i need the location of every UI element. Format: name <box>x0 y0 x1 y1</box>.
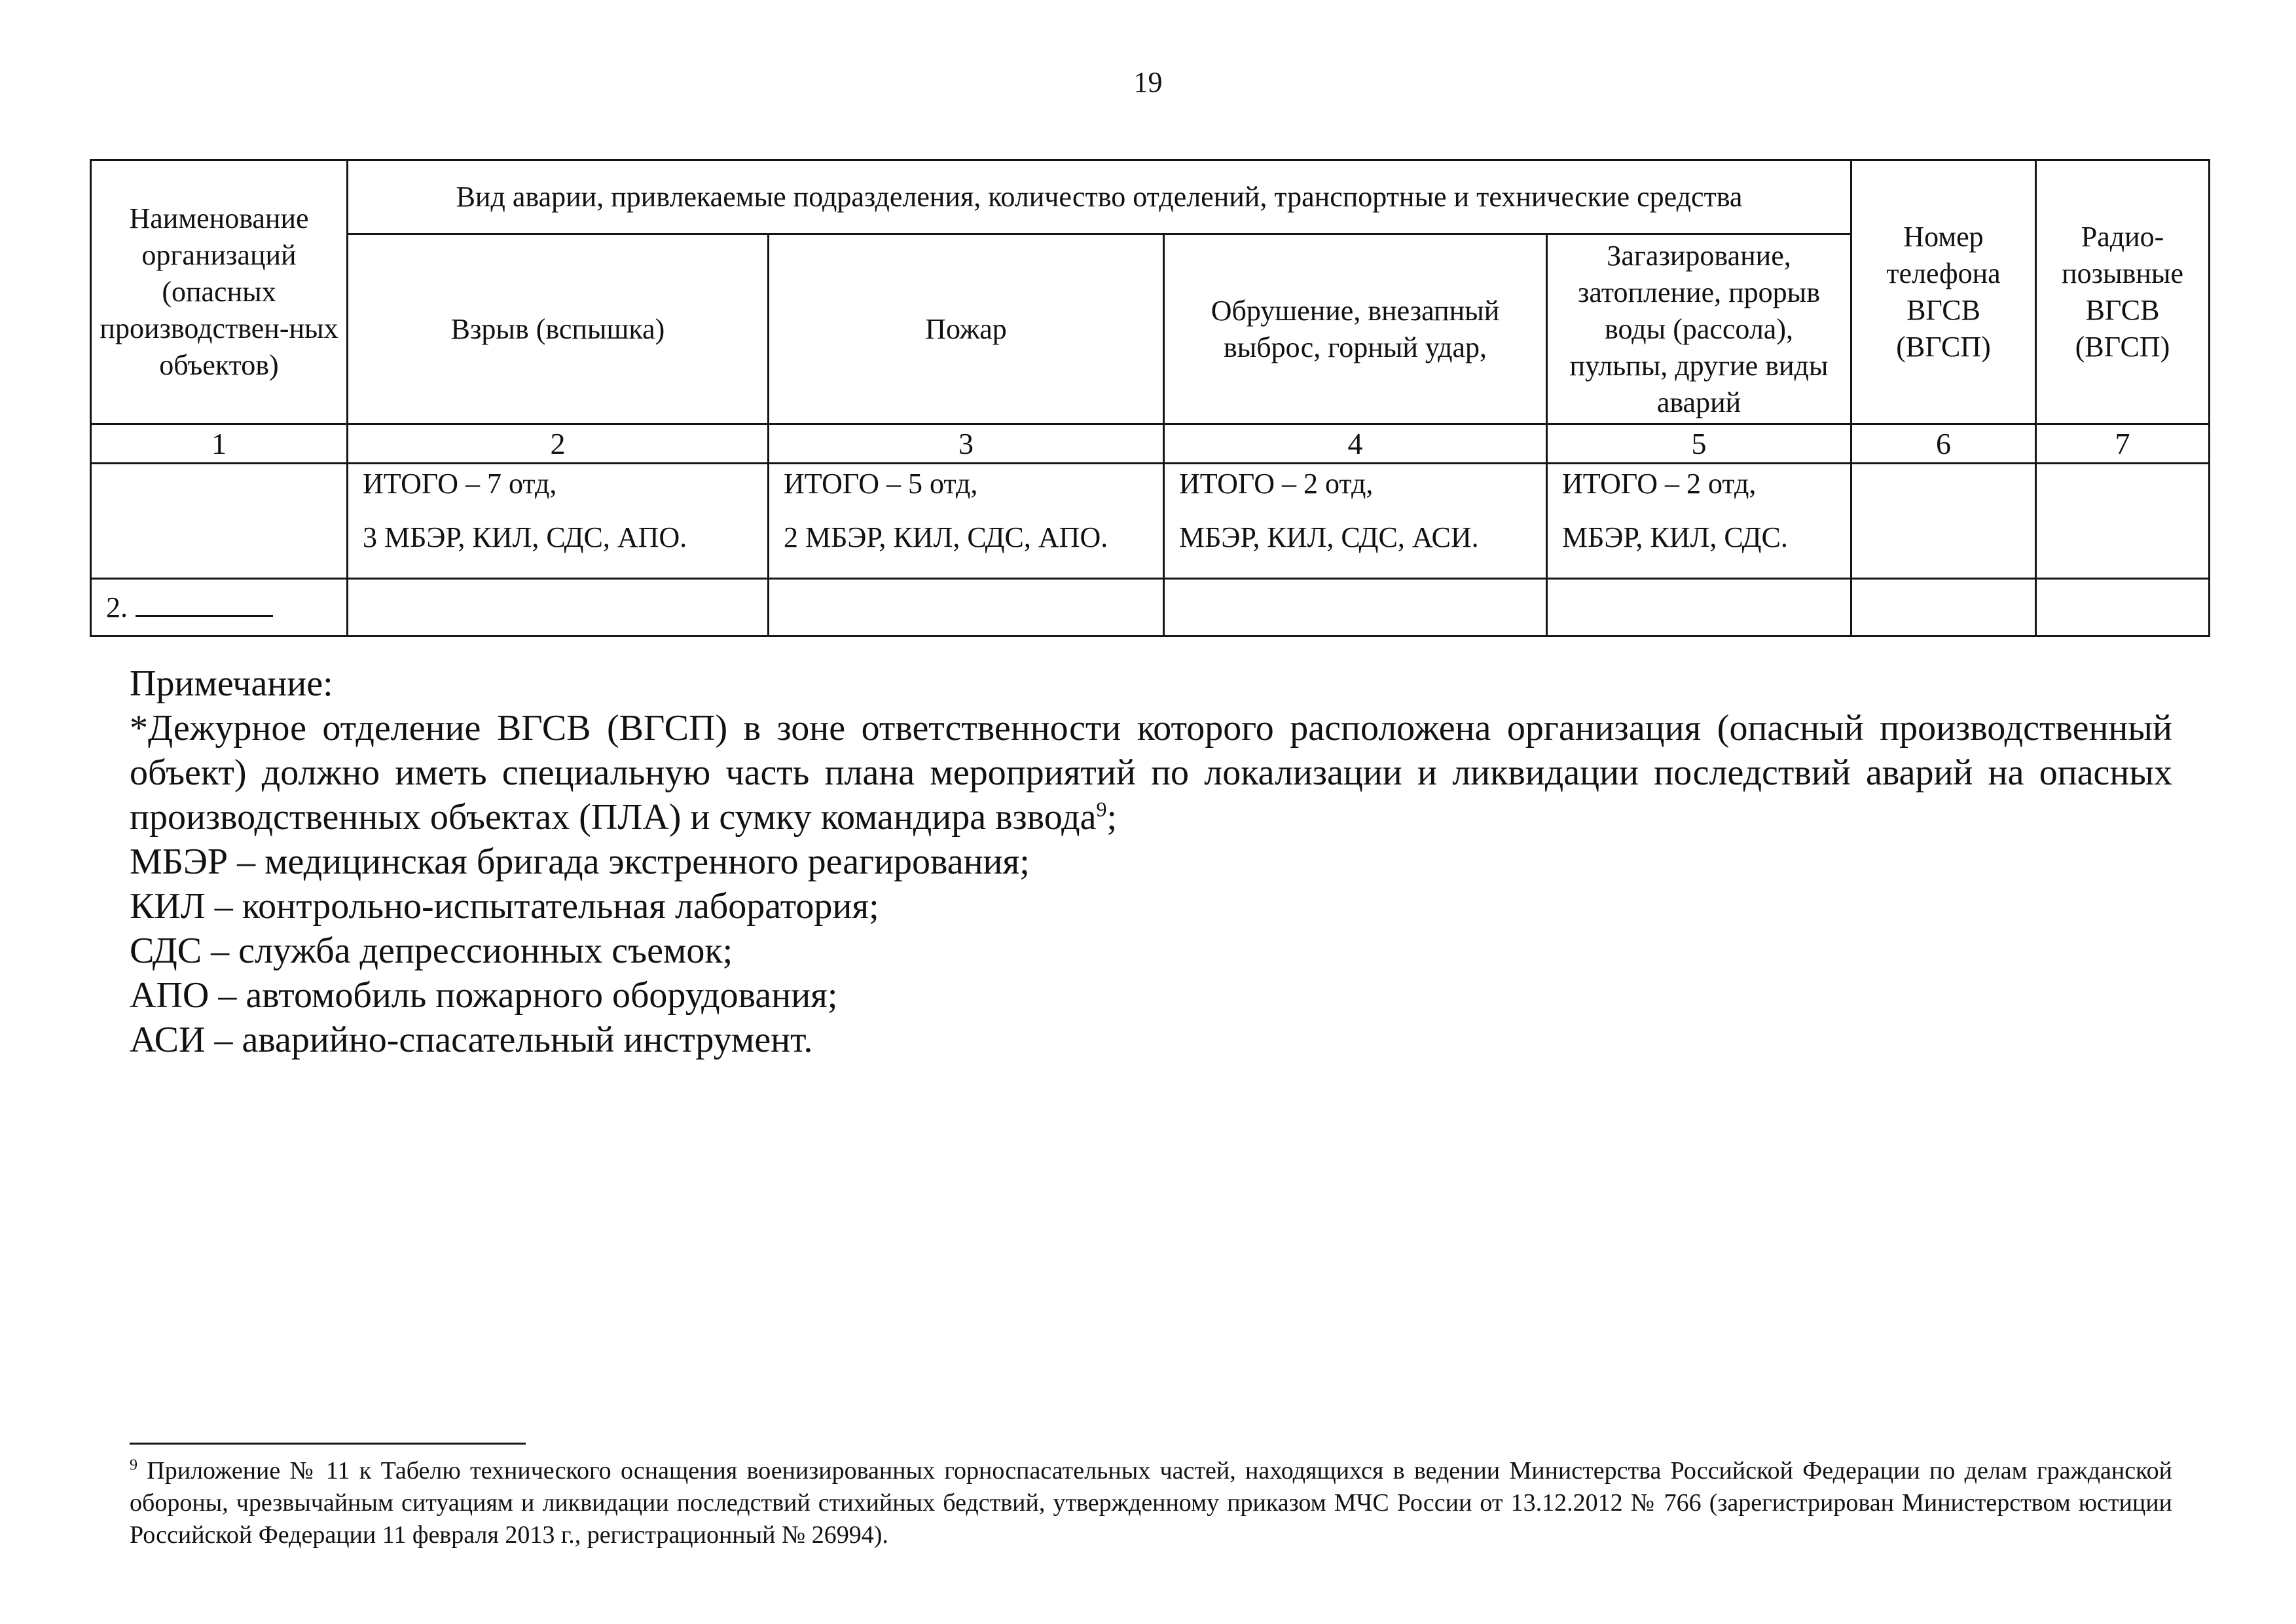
row2-organization <box>91 579 348 637</box>
duty-unit-text: *Дежурное отделение ВГСВ (ВГСП) в зоне ответственности которого расположена организация (опасный производственный объект) должно иметь специальную часть плана мероприятий по локализации и ликвидации последствий аварий на опасных производственных объектах (ПЛА) и сумку командира взвода <box>130 708 2172 838</box>
footnote-separator <box>130 1443 526 1445</box>
row1-radio <box>2036 464 2210 579</box>
row2-explosion-cell <box>348 579 769 637</box>
assigned-units: 2 МБЭР, КИЛ, СДС, АПО. <box>784 521 1108 553</box>
header-phone: Номер телефона ВГСВ (ВГСП) <box>1851 160 2036 424</box>
total-units: ИТОГО – 5 отд, <box>784 468 978 500</box>
page-number: 19 <box>1133 66 1163 98</box>
abbreviation-asi: АСИ – аварийно-спасательный инструмент. <box>130 1020 813 1060</box>
abbreviation-sds: СДС – служба депрессионных съемок; <box>130 931 733 971</box>
duty-unit-note <box>130 706 2172 840</box>
row1-organization <box>91 464 348 579</box>
column-number: 3 <box>769 424 1164 464</box>
header-radio: Радио-позывные ВГСВ (ВГСП) <box>2036 160 2210 424</box>
assigned-units: МБЭР, КИЛ, СДС, АСИ. <box>1179 521 1479 553</box>
total-units: ИТОГО – 7 отд, <box>363 468 557 500</box>
row2-phone <box>1851 579 2036 637</box>
row1-fire-cell <box>769 464 1164 579</box>
response-table <box>90 159 2210 637</box>
row2-fire-cell <box>769 579 1164 637</box>
header-explosion: Взрыв (вспышка) <box>348 234 769 424</box>
column-number: 5 <box>1547 424 1851 464</box>
row2-gas-flooding-cell <box>1547 579 1851 637</box>
header-collapse: Обрушение, внезапный выброс, горный удар, <box>1164 234 1547 424</box>
column-number: 1 <box>91 424 348 464</box>
row2-collapse-cell <box>1164 579 1547 637</box>
duty-unit-end: ; <box>1106 797 1118 838</box>
header-organization: Наименование организаций (опасных производствен-ных объектов) <box>91 160 348 424</box>
abbreviation-mber: МБЭР – медицинская бригада экстренного реагирования; <box>130 841 1030 882</box>
row2-radio <box>2036 579 2210 637</box>
total-units: ИТОГО – 2 отд, <box>1179 468 1374 500</box>
row1-phone <box>1851 464 2036 579</box>
header-fire: Пожар <box>769 234 1164 424</box>
abbreviation-apo: АПО – автомобиль пожарного оборудования; <box>130 975 838 1016</box>
row1-explosion-cell <box>348 464 769 579</box>
total-units: ИТОГО – 2 отд, <box>1562 468 1757 500</box>
blank-fill-line <box>136 589 273 617</box>
column-number: 4 <box>1164 424 1547 464</box>
row1-gas-flooding-cell <box>1547 464 1851 579</box>
assigned-units: МБЭР, КИЛ, СДС. <box>1562 521 1788 553</box>
footnote <box>130 1455 2172 1551</box>
footnote-reference[interactable]: 9 <box>1096 797 1107 821</box>
row2-number: 2. <box>106 591 128 623</box>
column-number: 6 <box>1851 424 2036 464</box>
footnote-text: Приложение № 11 к Табелю технического оснащения военизированных горноспасательных частей, находящихся в ведении Министерства Российской Федерации по делам гражданской обороны, чрезвычайным ситуациям и ликвидации последствий стихийных бедствий, утвержденному приказом МЧС России от 13.12.2012 № 766 (зарегистрирован Министерством юстиции Российской Федерации 11 февраля 2013 г., регистрационный № 26994). <box>130 1457 2172 1549</box>
notes-section <box>130 661 2172 1062</box>
header-gas-flooding: Загазирование, затопление, прорыв воды (рассола), пульпы, другие виды аварий <box>1547 234 1851 424</box>
row1-collapse-cell <box>1164 464 1547 579</box>
notes-heading: Примечание: <box>130 663 333 704</box>
column-number: 2 <box>348 424 769 464</box>
footnote-marker: 9 <box>130 1456 137 1474</box>
header-accident-types: Вид аварии, привлекаемые подразделения, количество отделений, транспортные и технические средства <box>348 160 1851 234</box>
assigned-units: 3 МБЭР, КИЛ, СДС, АПО. <box>363 521 687 553</box>
column-number: 7 <box>2036 424 2210 464</box>
abbreviation-kil: КИЛ – контрольно-испытательная лаборатория; <box>130 886 879 927</box>
